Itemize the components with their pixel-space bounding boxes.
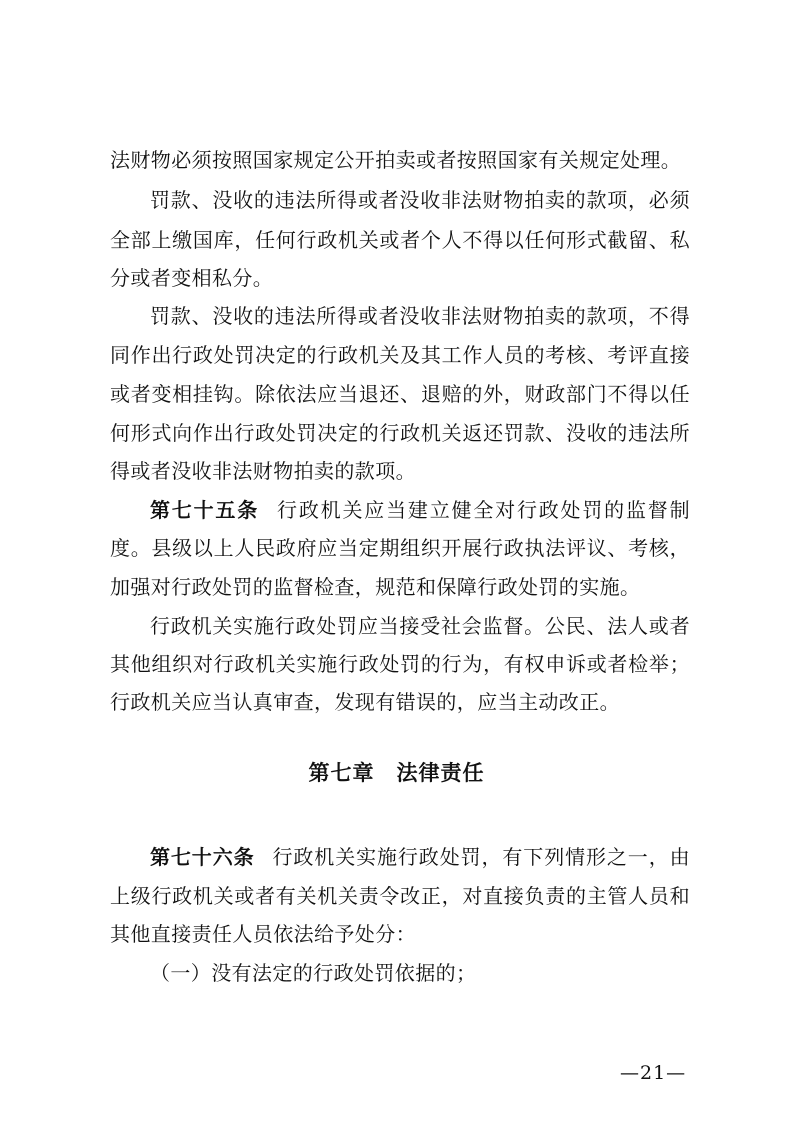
chapter-heading (0, 760, 793, 786)
text-line: 分或者变相私分。 (110, 266, 274, 290)
text-line: 行政机关实施行政处罚应当接受社会监督。公民、法人或者 (150, 614, 690, 638)
text-line: 其他直接责任人员依法给予处分： (110, 922, 416, 946)
page-number: —21— (620, 1062, 687, 1084)
text-line: 上级行政机关或者有关机关责令改正，对直接负责的主管人员和 (110, 884, 690, 908)
chapter-title: 法律责任 (396, 761, 485, 785)
article-76-first-line (150, 845, 690, 869)
text-line: 罚款、没收的违法所得或者没收非法财物拍卖的款项，不得 (150, 304, 690, 328)
text-line: 度。县级以上人民政府应当定期组织开展行政执法评议、考核， (110, 536, 690, 560)
text-line: 何形式向作出行政处罚决定的行政机关返还罚款、没收的违法所 (110, 421, 690, 445)
text-line: 同作出行政处罚决定的行政机关及其工作人员的考核、考评直接 (110, 343, 690, 367)
text-line: 行政机关应当建立健全对行政处罚的监督制 (277, 498, 690, 522)
text-line: 得或者没收非法财物拍卖的款项。 (110, 459, 416, 483)
text-line: 全部上缴国库，任何行政机关或者个人不得以任何形式截留、私 (110, 228, 690, 252)
chapter-number: 第七章 (308, 761, 375, 785)
article-number: 第七十六条 (150, 845, 255, 869)
text-line: 法财物必须按照国家规定公开拍卖或者按照国家有关规定处理。 (110, 148, 682, 172)
text-line: 罚款、没收的违法所得或者没收非法财物拍卖的款项，必须 (150, 188, 690, 212)
article-number: 第七十五条 (150, 498, 260, 522)
text-line: 其他组织对行政机关实施行政处罚的行为，有权申诉或者检举； (110, 652, 690, 676)
text-line: 或者变相挂钩。除依法应当退还、退赔的外，财政部门不得以任 (110, 382, 690, 406)
text-line: 行政机关实施行政处罚，有下列情形之一，由 (272, 845, 690, 869)
text-line: （一）没有法定的行政处罚依据的； (150, 961, 477, 985)
text-line: 加强对行政处罚的监督检查，规范和保障行政处罚的实施。 (110, 575, 641, 599)
text-line: 行政机关应当认真审查，发现有错误的，应当主动改正。 (110, 690, 620, 714)
article-75-first-line (150, 498, 690, 522)
